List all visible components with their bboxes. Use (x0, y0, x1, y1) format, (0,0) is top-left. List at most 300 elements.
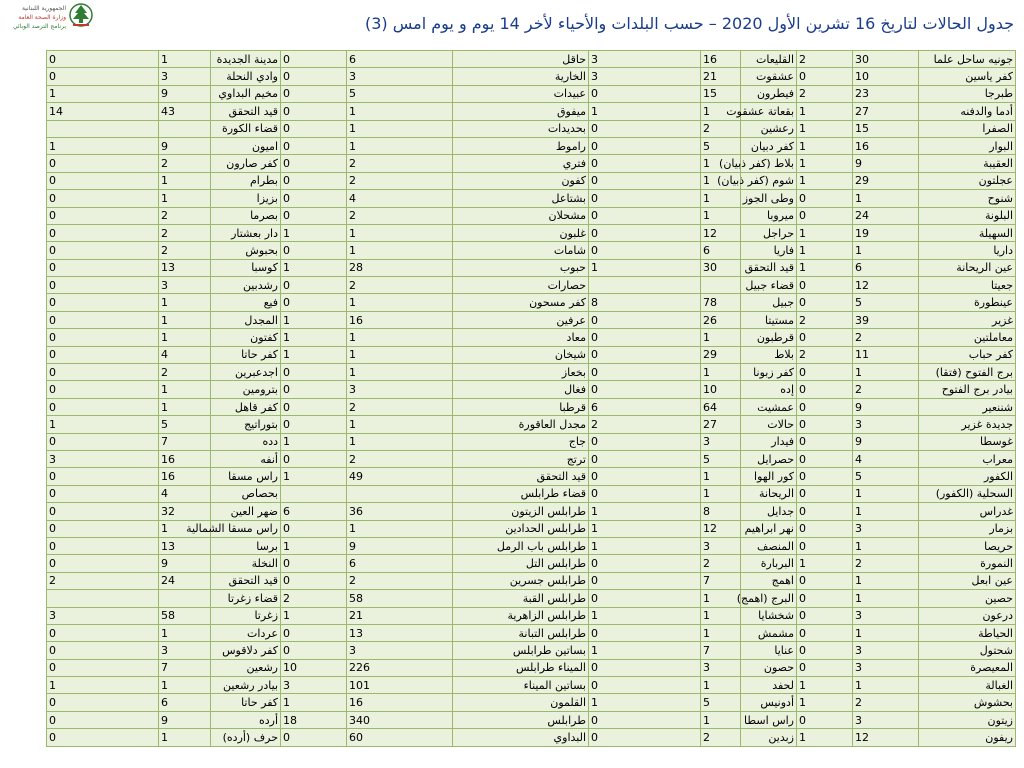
locality-name-cell: الغبالة (919, 677, 1016, 694)
table-row (47, 607, 1016, 624)
total-count-cell: 1 (159, 311, 211, 328)
locality-name-cell: عمشيت (741, 398, 797, 415)
locality-name-cell: كفر زبونا (741, 364, 797, 381)
locality-name-cell: راس مسقا (211, 468, 281, 485)
total-count-cell: 2 (853, 555, 919, 572)
table-row (47, 311, 1016, 328)
locality-name-cell: قرطبون (741, 329, 797, 346)
current-count-cell: 2 (797, 51, 853, 68)
current-count-cell: 0 (47, 398, 159, 415)
table-row (47, 450, 1016, 467)
total-count-cell: 1 (347, 224, 453, 241)
locality-name-cell: بترومين (211, 381, 281, 398)
locality-name-cell: طرابلس التبانة (453, 624, 589, 641)
total-count-cell: 1 (701, 190, 741, 207)
locality-name-cell: عين الريحانة (919, 259, 1016, 276)
total-count-cell: 9 (347, 537, 453, 554)
locality-name-cell: راس اسطا (741, 711, 797, 728)
current-count-cell: 14 (47, 103, 159, 120)
current-count-cell: 0 (47, 485, 159, 502)
total-count-cell: 1 (347, 520, 453, 537)
current-count-cell: 0 (797, 381, 853, 398)
total-count-cell: 1 (701, 207, 741, 224)
current-count-cell: 0 (281, 416, 347, 433)
total-count-cell: 9 (853, 433, 919, 450)
total-count-cell: 9 (159, 711, 211, 728)
locality-name-cell: قيد التحقق (741, 259, 797, 276)
locality-name-cell: طرابلس التل (453, 555, 589, 572)
table-row (47, 416, 1016, 433)
locality-name-cell: غدراس (919, 503, 1016, 520)
total-count-cell: 2 (159, 242, 211, 259)
total-count-cell: 30 (701, 259, 741, 276)
locality-name-cell: حصون (741, 659, 797, 676)
current-count-cell: 0 (589, 85, 701, 102)
current-count-cell: 0 (589, 729, 701, 746)
locality-name-cell: حبوب (453, 259, 589, 276)
current-count-cell: 0 (589, 381, 701, 398)
total-count-cell: 3 (159, 68, 211, 85)
current-count-cell: 0 (589, 120, 701, 137)
current-count-cell: 0 (797, 485, 853, 502)
total-count-cell: 32 (159, 503, 211, 520)
total-count-cell: 5 (159, 416, 211, 433)
locality-name-cell: قضاء الكورة (211, 120, 281, 137)
locality-name-cell: كفر صارون (211, 155, 281, 172)
current-count-cell: 0 (797, 711, 853, 728)
current-count-cell: 3 (589, 51, 701, 68)
total-count-cell: 3 (853, 642, 919, 659)
total-count-cell: 3 (853, 659, 919, 676)
locality-name-cell: فيع (211, 294, 281, 311)
total-count-cell: 1 (701, 485, 741, 502)
table-row (47, 433, 1016, 450)
total-count-cell: 2 (347, 277, 453, 294)
table-row (47, 624, 1016, 641)
locality-name-cell: معاد (453, 329, 589, 346)
locality-name-cell: طرابلس الزاهرية (453, 607, 589, 624)
locality-name-cell: دده (211, 433, 281, 450)
total-count-cell: 1 (853, 242, 919, 259)
total-count-cell: 1 (853, 572, 919, 589)
total-count-cell: 3 (159, 277, 211, 294)
logo-line-3: برنامج الترصد الوبائي (12, 23, 66, 30)
table-row (47, 68, 1016, 85)
current-count-cell: 0 (47, 346, 159, 363)
locality-name-cell: زيتون (919, 711, 1016, 728)
current-count-cell: 2 (47, 572, 159, 589)
current-count-cell: 1 (589, 607, 701, 624)
current-count-cell: 0 (797, 624, 853, 641)
current-count-cell: 0 (589, 572, 701, 589)
total-count-cell: 1 (853, 190, 919, 207)
locality-name-cell: داريا (919, 242, 1016, 259)
locality-name-cell: اجدعبرين (211, 364, 281, 381)
current-count-cell: 0 (47, 172, 159, 189)
total-count-cell: 4 (159, 346, 211, 363)
locality-name-cell: زغرتا (211, 607, 281, 624)
total-count-cell: 5 (701, 137, 741, 154)
total-count-cell: 6 (701, 242, 741, 259)
total-count-cell: 16 (347, 694, 453, 711)
total-count-cell: 9 (853, 398, 919, 415)
table-row (47, 259, 1016, 276)
table-row (47, 398, 1016, 415)
current-count-cell: 0 (47, 294, 159, 311)
locality-name-cell: المنصف (741, 537, 797, 554)
locality-name-cell: دار بعشتار (211, 224, 281, 241)
current-count-cell: 0 (47, 659, 159, 676)
locality-name-cell: شنوح (919, 190, 1016, 207)
locality-name-cell: حصين (919, 590, 1016, 607)
locality-name-cell: القلمون (453, 694, 589, 711)
total-count-cell: 1 (701, 329, 741, 346)
total-count-cell: 1 (159, 294, 211, 311)
locality-name-cell: فغال (453, 381, 589, 398)
locality-name-cell: طرابلس باب الرمل (453, 537, 589, 554)
locality-name-cell: عجلتون (919, 172, 1016, 189)
current-count-cell: 0 (281, 51, 347, 68)
locality-name-cell: قيد التحقق (211, 103, 281, 120)
total-count-cell: 1 (159, 624, 211, 641)
locality-name-cell: طرابلس جسرين (453, 572, 589, 589)
total-count-cell: 78 (701, 294, 741, 311)
locality-name-cell: بتوراتيج (211, 416, 281, 433)
total-count-cell: 2 (347, 450, 453, 467)
locality-name-cell: السحلية (الكفور) (919, 485, 1016, 502)
total-count-cell: 1 (853, 485, 919, 502)
current-count-cell: 0 (589, 624, 701, 641)
current-count-cell: 0 (589, 450, 701, 467)
current-count-cell: 0 (281, 172, 347, 189)
locality-name-cell: بيادر برج الفتوح (919, 381, 1016, 398)
current-count-cell: 0 (589, 433, 701, 450)
table-row (47, 711, 1016, 728)
locality-name-cell: المعيصرة (919, 659, 1016, 676)
total-count-cell: 12 (701, 520, 741, 537)
total-count-cell: 1 (347, 329, 453, 346)
total-count-cell: 16 (159, 468, 211, 485)
total-count-cell: 26 (701, 311, 741, 328)
current-count-cell: 0 (47, 503, 159, 520)
locality-name-cell: ميروبا (741, 207, 797, 224)
current-count-cell: 1 (47, 677, 159, 694)
locality-name-cell: بشتاعل (453, 190, 589, 207)
total-count-cell: 1 (701, 711, 741, 728)
current-count-cell: 1 (797, 172, 853, 189)
current-count-cell: 0 (797, 364, 853, 381)
locality-name-cell: عين ابعل (919, 572, 1016, 589)
locality-name-cell: جاج (453, 433, 589, 450)
current-count-cell: 0 (797, 468, 853, 485)
total-count-cell: 2 (159, 364, 211, 381)
locality-name-cell: الخارية (453, 68, 589, 85)
current-count-cell: 0 (281, 381, 347, 398)
locality-name-cell: بطرام (211, 172, 281, 189)
current-count-cell: 0 (47, 190, 159, 207)
current-count-cell: 0 (797, 416, 853, 433)
table-row (47, 642, 1016, 659)
total-count-cell: 1 (701, 468, 741, 485)
locality-name-cell: طرابلس (453, 711, 589, 728)
locality-name-cell: كفون (453, 172, 589, 189)
table-row (47, 537, 1016, 554)
locality-name-cell: شيخان (453, 346, 589, 363)
total-count-cell: 1 (347, 120, 453, 137)
table-row (47, 294, 1016, 311)
current-count-cell: 0 (797, 607, 853, 624)
total-count-cell: 5 (701, 450, 741, 467)
current-count-cell: 3 (589, 68, 701, 85)
current-count-cell: 2 (589, 416, 701, 433)
current-count-cell: 0 (797, 572, 853, 589)
locality-name-cell: أدما والدفنه (919, 103, 1016, 120)
current-count-cell: 0 (47, 520, 159, 537)
table-row (47, 364, 1016, 381)
current-count-cell: 1 (797, 729, 853, 746)
locality-name-cell: معاملتين (919, 329, 1016, 346)
total-count-cell: 3 (853, 520, 919, 537)
current-count-cell: 0 (281, 398, 347, 415)
total-count-cell: 58 (159, 607, 211, 624)
current-count-cell: 1 (281, 607, 347, 624)
total-count-cell: 1 (347, 137, 453, 154)
locality-name-cell: بخعاز (453, 364, 589, 381)
current-count-cell: 0 (281, 103, 347, 120)
current-count-cell: 0 (47, 468, 159, 485)
ministry-logo (6, 2, 92, 32)
total-count-cell: 11 (853, 346, 919, 363)
locality-name-cell: مدينة الجديدة (211, 51, 281, 68)
total-count-cell: 2 (701, 555, 741, 572)
current-count-cell: 0 (797, 450, 853, 467)
total-count-cell: 29 (853, 172, 919, 189)
total-count-cell: 2 (853, 381, 919, 398)
locality-name-cell: بقعاتة عشقوت (741, 103, 797, 120)
current-count-cell: 0 (281, 68, 347, 85)
locality-name-cell: مستيتا (741, 311, 797, 328)
locality-name-cell: حصارات (453, 277, 589, 294)
table-row (47, 694, 1016, 711)
total-count-cell: 16 (853, 137, 919, 154)
total-count-cell: 1 (701, 590, 741, 607)
table-row (47, 381, 1016, 398)
current-count-cell: 1 (797, 694, 853, 711)
locality-name-cell: حراجل (741, 224, 797, 241)
total-count-cell: 1 (701, 155, 741, 172)
total-count-cell: 2 (347, 572, 453, 589)
total-count-cell: 16 (347, 311, 453, 328)
total-count-cell: 3 (853, 416, 919, 433)
locality-name-cell: بيادر رشعين (211, 677, 281, 694)
locality-name-cell: جبيل (741, 294, 797, 311)
total-count-cell: 2 (347, 207, 453, 224)
total-count-cell: 1 (347, 416, 453, 433)
total-count-cell: 43 (159, 103, 211, 120)
locality-name-cell: كفر قاهل (211, 398, 281, 415)
current-count-cell: 1 (281, 311, 347, 328)
current-count-cell: 0 (589, 155, 701, 172)
total-count-cell: 58 (347, 590, 453, 607)
total-count-cell: 6 (159, 694, 211, 711)
locality-name-cell: بزمار (919, 520, 1016, 537)
total-count-cell: 1 (853, 677, 919, 694)
locality-name-cell: لحفد (741, 677, 797, 694)
total-count-cell: 2 (701, 120, 741, 137)
total-count-cell: 10 (853, 68, 919, 85)
total-count-cell: 4 (853, 450, 919, 467)
current-count-cell: 0 (281, 277, 347, 294)
locality-name-cell: راس مسقا الشمالية (211, 520, 281, 537)
locality-name-cell: مخيم البداوي (211, 85, 281, 102)
table-row (47, 555, 1016, 572)
locality-name-cell: أدونيس (741, 694, 797, 711)
total-count-cell: 1 (159, 677, 211, 694)
total-count-cell (347, 485, 453, 502)
total-count-cell: 13 (347, 624, 453, 641)
total-count-cell: 1 (159, 381, 211, 398)
locality-name-cell: رشدبين (211, 277, 281, 294)
total-count-cell: 21 (701, 68, 741, 85)
table-row (47, 659, 1016, 676)
locality-name-cell: جديدة غزير (919, 416, 1016, 433)
total-count-cell: 1 (159, 51, 211, 68)
total-count-cell: 1 (701, 364, 741, 381)
total-count-cell: 12 (853, 729, 919, 746)
total-count-cell: 3 (701, 537, 741, 554)
locality-name-cell: ترتج (453, 450, 589, 467)
current-count-cell: 1 (589, 259, 701, 276)
current-count-cell: 1 (797, 155, 853, 172)
current-count-cell: 0 (797, 520, 853, 537)
locality-name-cell: شننعير (919, 398, 1016, 415)
current-count-cell: 1 (797, 120, 853, 137)
current-count-cell: 1 (797, 555, 853, 572)
current-count-cell: 0 (281, 555, 347, 572)
total-count-cell: 9 (159, 85, 211, 102)
locality-name-cell: معراب (919, 450, 1016, 467)
current-count-cell: 1 (797, 103, 853, 120)
table-row (47, 137, 1016, 154)
total-count-cell: 7 (159, 659, 211, 676)
locality-name-cell: السهيلة (919, 224, 1016, 241)
total-count-cell: 13 (159, 259, 211, 276)
current-count-cell: 0 (797, 329, 853, 346)
locality-name-cell: نهر ابراهيم (741, 520, 797, 537)
current-count-cell: 0 (47, 642, 159, 659)
current-count-cell: 0 (797, 590, 853, 607)
locality-name-cell: وطى الجوز (741, 190, 797, 207)
locality-name-cell: اهمج (741, 572, 797, 589)
total-count-cell: 3 (347, 68, 453, 85)
total-count-cell: 3 (347, 642, 453, 659)
current-count-cell: 0 (281, 190, 347, 207)
table-row (47, 572, 1016, 589)
current-count-cell: 0 (47, 624, 159, 641)
total-count-cell: 1 (853, 624, 919, 641)
current-count-cell: 0 (589, 590, 701, 607)
locality-name-cell: النمورة (919, 555, 1016, 572)
total-count-cell: 1 (159, 172, 211, 189)
locality-name-cell: شخشايا (741, 607, 797, 624)
table-row (47, 729, 1016, 746)
total-count-cell: 21 (347, 607, 453, 624)
locality-name-cell: البوار (919, 137, 1016, 154)
total-count-cell: 3 (347, 381, 453, 398)
locality-name-cell: كفر ياسين (919, 68, 1016, 85)
current-count-cell: 6 (589, 398, 701, 415)
locality-name-cell: رشعين (211, 659, 281, 676)
locality-name-cell: زبدين (741, 729, 797, 746)
total-count-cell: 3 (853, 711, 919, 728)
locality-name-cell: فتري (453, 155, 589, 172)
total-count-cell: 1 (347, 364, 453, 381)
current-count-cell: 0 (589, 207, 701, 224)
locality-name-cell: البلونة (919, 207, 1016, 224)
total-count-cell: 1 (701, 677, 741, 694)
locality-name-cell: البرج (اهمج) (741, 590, 797, 607)
current-count-cell: 0 (281, 207, 347, 224)
locality-name-cell: النخلة (211, 555, 281, 572)
current-count-cell: 0 (589, 468, 701, 485)
locality-name-cell: قضاء زغرتا (211, 590, 281, 607)
locality-name-cell: برج الفتوح (فتقا) (919, 364, 1016, 381)
locality-name-cell: مشحلان (453, 207, 589, 224)
total-count-cell: 1 (347, 103, 453, 120)
current-count-cell: 0 (281, 729, 347, 746)
table-row (47, 155, 1016, 172)
current-count-cell: 0 (797, 207, 853, 224)
locality-name-cell: قضاء طرابلس (453, 485, 589, 502)
total-count-cell: 27 (853, 103, 919, 120)
current-count-cell: 0 (797, 537, 853, 554)
total-count-cell: 1 (853, 537, 919, 554)
locality-name-cell: المجدل (211, 311, 281, 328)
total-count-cell: 1 (159, 729, 211, 746)
total-count-cell: 16 (701, 51, 741, 68)
locality-name-cell: العقيبة (919, 155, 1016, 172)
total-count-cell: 64 (701, 398, 741, 415)
locality-name-cell: كفر دبيان (741, 137, 797, 154)
table-row (47, 503, 1016, 520)
locality-name-cell: فيدار (741, 433, 797, 450)
table-row (47, 224, 1016, 241)
current-count-cell: 0 (47, 259, 159, 276)
total-count-cell: 13 (159, 537, 211, 554)
current-count-cell: 10 (281, 659, 347, 676)
current-count-cell: 0 (589, 190, 701, 207)
current-count-cell: 0 (797, 503, 853, 520)
locality-name-cell: اميون (211, 137, 281, 154)
table-row (47, 207, 1016, 224)
current-count-cell: 18 (281, 711, 347, 728)
total-count-cell: 9 (159, 555, 211, 572)
total-count-cell: 1 (159, 190, 211, 207)
total-count-cell: 1 (347, 433, 453, 450)
total-count-cell: 7 (701, 572, 741, 589)
locality-name-cell: بحديدات (453, 120, 589, 137)
current-count-cell: 3 (281, 677, 347, 694)
total-count-cell: 340 (347, 711, 453, 728)
locality-name-cell: كفر حباب (919, 346, 1016, 363)
current-count-cell: 0 (589, 659, 701, 676)
table-row (47, 677, 1016, 694)
total-count-cell: 1 (853, 590, 919, 607)
current-count-cell: 1 (281, 224, 347, 241)
locality-name-cell: بساتين الميناء (453, 677, 589, 694)
current-count-cell: 0 (797, 68, 853, 85)
current-count-cell: 0 (281, 85, 347, 102)
